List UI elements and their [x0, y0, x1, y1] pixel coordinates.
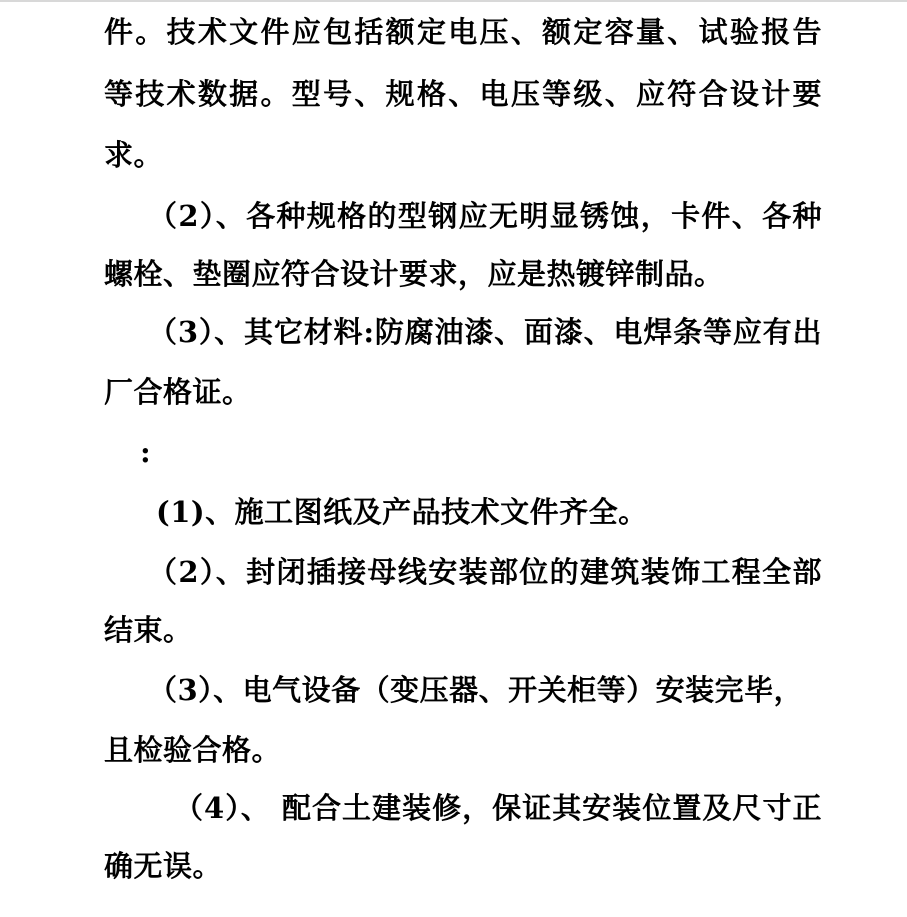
text-line: 且检验合格。 — [104, 733, 282, 767]
text-line: 件。技术文件应包括额定电压、额定容量、试验报告 — [104, 15, 822, 49]
text-line: （2）、各种规格的型钢应无明显锈蚀，卡件、各种 — [148, 199, 822, 233]
text-line: (1)、施工图纸及产品技术文件齐全。 — [156, 495, 648, 529]
text-line: （4）、 配合土建装修，保证其安装位置及尺寸正 — [174, 791, 822, 825]
text-line: 螺栓、垫圈应符合设计要求，应是热镀锌制品。 — [104, 257, 724, 291]
text-line: 确无误。 — [104, 849, 223, 883]
text-line: : — [140, 435, 152, 469]
page-top-border — [0, 0, 907, 2]
text-line: （2）、封闭插接母线安装部位的建筑装饰工程全部 — [148, 555, 822, 589]
text-line: （3）、电气设备（变压器、开关柜等）安装完毕， — [148, 673, 804, 707]
text-line: 等技术数据。型号、规格、电压等级、应符合设计要 — [104, 77, 822, 111]
text-line: 厂合格证。 — [104, 375, 252, 409]
text-line: 求。 — [104, 138, 164, 172]
text-line: 结束。 — [104, 613, 193, 647]
text-line: （3）、其它材料:防腐油漆、面漆、电焊条等应有出 — [148, 315, 822, 349]
